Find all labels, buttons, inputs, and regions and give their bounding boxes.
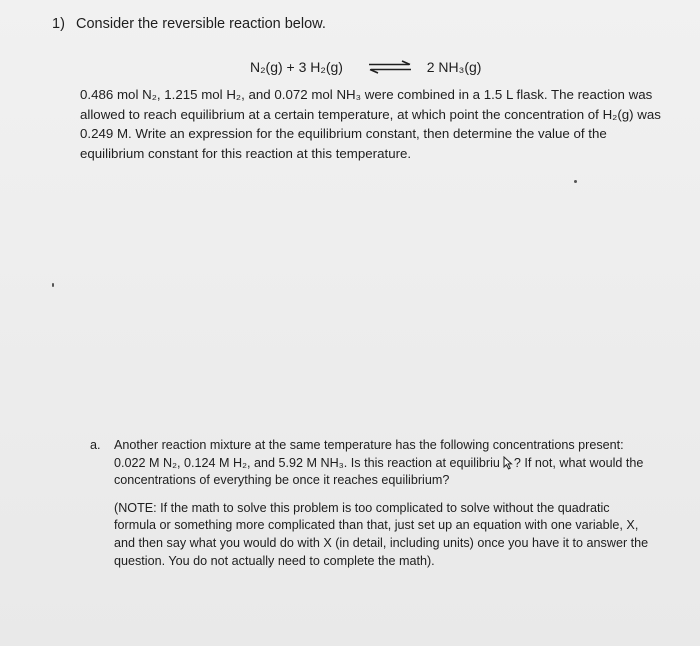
equilibrium-arrows-icon xyxy=(367,60,413,77)
equation-reactants: N₂(g) + 3 H₂(g) xyxy=(250,59,343,75)
chemical-equation xyxy=(250,59,481,77)
problem-paragraph xyxy=(80,85,670,163)
paragraph-line: 0.249 M. Write an expression for the equilibrium constant, then determine the value of the xyxy=(80,126,607,141)
equation-products: 2 NH₃(g) xyxy=(426,59,482,75)
part-a-label: a. xyxy=(90,438,101,452)
part-a-line: concentrations of everything be once it reaches equilibrium? xyxy=(114,473,450,488)
question-number: 1) xyxy=(52,16,65,32)
stray-dot xyxy=(574,180,577,183)
mouse-pointer-icon xyxy=(500,456,514,470)
question-title: Consider the reversible reaction below. xyxy=(76,16,326,32)
note-line: and then say what you would do with X (in detail, including units) once you have it to answer the xyxy=(114,535,649,550)
part-a-line: Another reaction mixture at the same temperature has the following concentrations present: xyxy=(114,438,624,452)
part-a-body xyxy=(114,437,650,570)
part-a-line xyxy=(114,455,650,473)
paragraph-line: equilibrium constant for this reaction at this temperature. xyxy=(80,145,412,161)
part-a-line-end: ? If not, what would the xyxy=(513,455,644,470)
paragraph-line: allowed to reach equilibrium at a certain temperature, at which point the concentration of H₂(g) was xyxy=(80,106,661,122)
stray-dot xyxy=(52,283,54,287)
paragraph-line: 0.486 mol N₂, 1.215 mol H₂, and 0.072 mol NH₃ were combined in a 1.5 L flask. The reaction was xyxy=(80,87,653,102)
part-a xyxy=(90,437,650,570)
note-line: question. You do not actually need to complete the math). xyxy=(114,553,435,568)
note-line: formula or something more complicated than that, just set up an equation with one variable, X, xyxy=(114,518,639,533)
part-a-line-start: 0.022 M N₂, 0.124 M H₂, and 5.92 M NH₃. Is this reaction at equilibriu xyxy=(114,455,500,470)
question-header xyxy=(52,16,326,32)
note-line: (NOTE: If the math to solve this problem is too complicated to solve without the quadratic xyxy=(114,500,610,515)
